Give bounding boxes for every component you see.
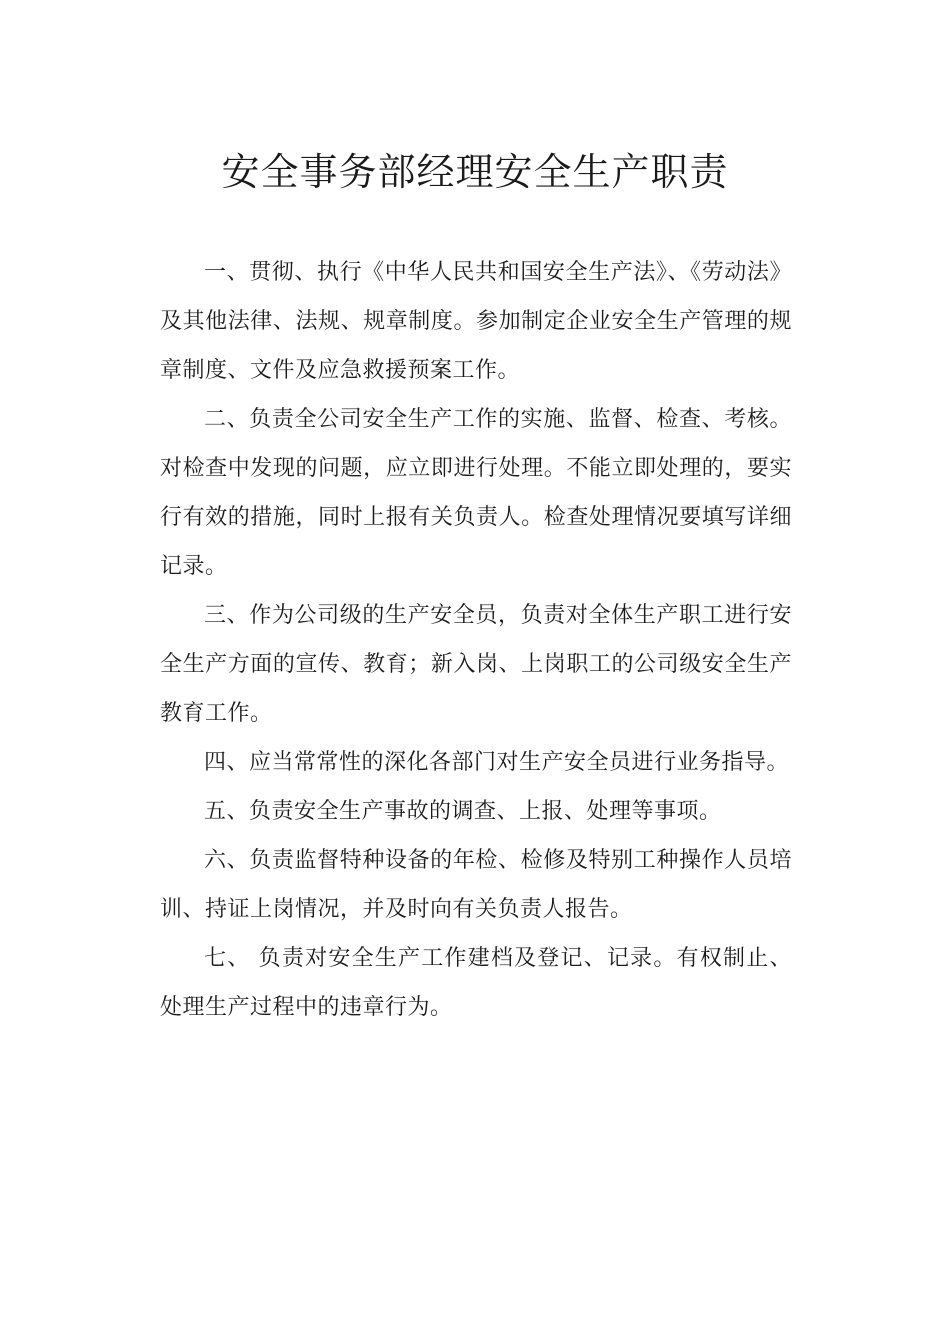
paragraph-2: 二、负责全公司安全生产工作的实施、监督、检查、考核。对检查中发现的问题，应立即进行处理。不能立即处理的，要实行有效的措施，同时上报有关负责人。检查处理情况要填写详细记录。 — [160, 407, 792, 579]
paragraph-7: 七、 负责对安全生产工作建档及登记、记录。有权制止、处理生产过程中的违章行为。 — [160, 946, 792, 1020]
document-body — [160, 248, 792, 1032]
paragraph-3: 三、作为公司级的生产安全员，负责对全体生产职工进行安全生产方面的宣传、教育；新入岗、上岗职工的公司级安全生产教育工作。 — [160, 603, 792, 726]
paragraph-1: 一、贯彻、执行《中华人民共和国安全生产法》、《劳动法》及其他法律、法规、规章制度。参加制定企业安全生产管理的规章制度、文件及应急救援预案工作。 — [160, 260, 792, 383]
paragraph-4: 四、应当常常性的深化各部门对生产安全员进行业务指导。 — [204, 750, 790, 775]
document-title: 安全事务部经理安全生产职责 — [221, 150, 729, 194]
paragraph-6: 六、负责监督特种设备的年检、检修及特别工种操作人员培训、持证上岗情况，并及时向有关负责人报告。 — [160, 848, 792, 922]
paragraph-5: 五、负责安全生产事故的调查、上报、处理等事项。 — [204, 799, 722, 824]
